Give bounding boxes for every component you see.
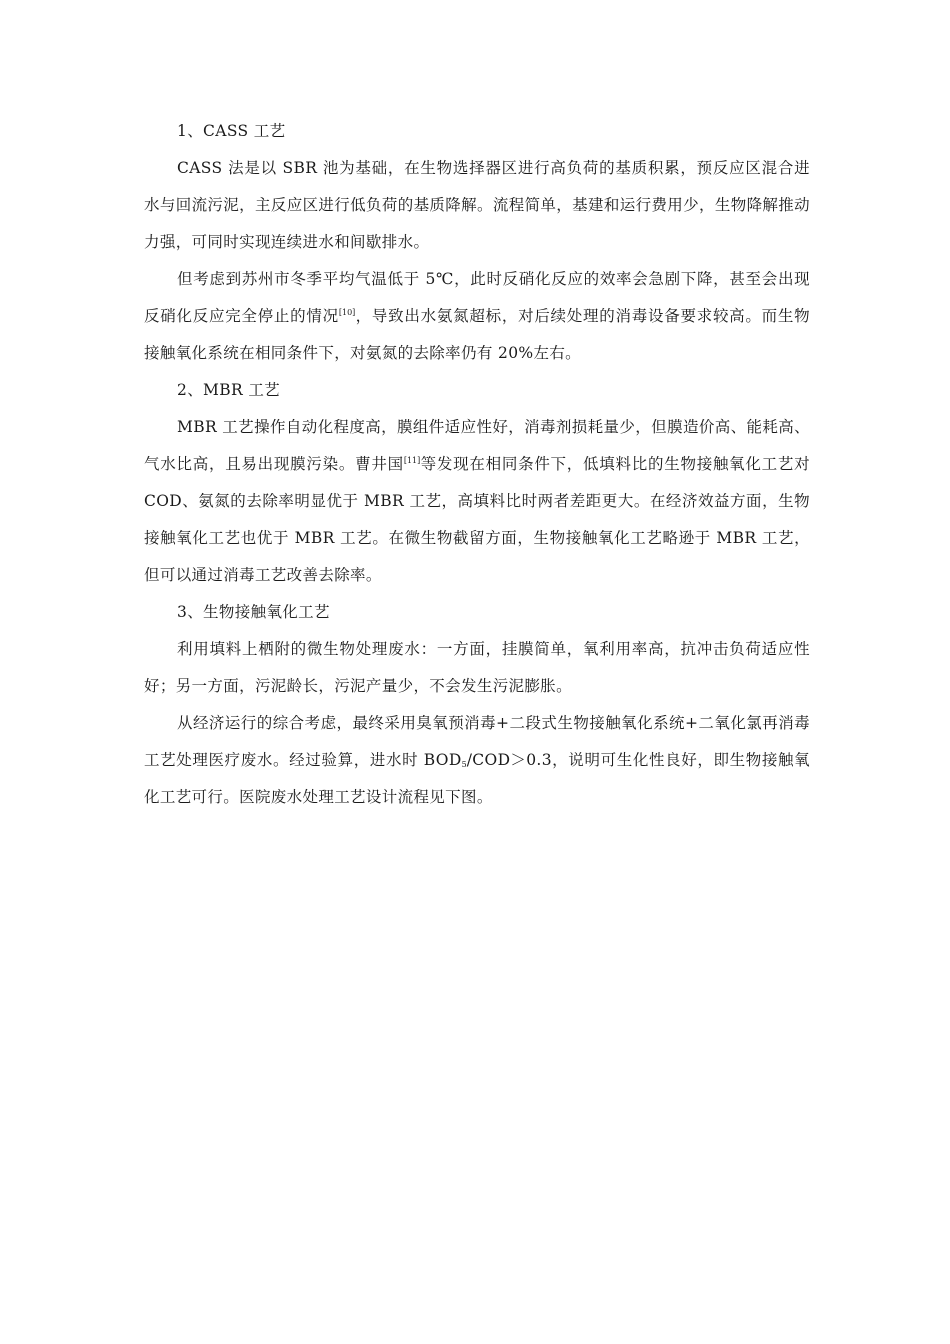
citation-ref: [10]	[338, 308, 356, 317]
section-heading-cass: 1、CASS 工艺	[177, 122, 286, 140]
section-heading-bio-contact-oxidation: 3、生物接触氧化工艺	[177, 603, 330, 621]
paragraph-bio-contact-oxidation-description: 利用填料上栖附的微生物处理废水：一方面，挂膜简单，氧利用率高，抗冲击负荷适应性好；另一方面，污泥龄长，污泥产量少，不会发生污泥膨胀。	[144, 640, 810, 695]
paragraph-mbr-description	[144, 409, 810, 594]
paragraph-text: 从经济运行的综合考虑，最终采用臭氧预消毒+二段式生物接触氧化系统+二氧化氯再消毒工艺处理医疗废水。经过验算，进水时 BOD	[144, 714, 810, 769]
paragraph-text: ，导致出水氨氮超标，对后续处理的消毒设备要求较高。而生物接触氧化系统在相同条件下，对氨氮的去除率仍有 20%左右。	[144, 307, 810, 362]
paragraph-cass-description: CASS 法是以 SBR 池为基础，在生物选择器区进行高负荷的基质积累，预反应区混合进水与回流污泥，主反应区进行低负荷的基质降解。流程简单，基建和运行费用少，生物降解推动力强，可同时实现连续进水和间歇排水。	[144, 159, 810, 251]
paragraph-text: MBR 工艺操作自动化程度高，膜组件适应性好，消毒剂损耗量少，但膜造价高、能耗高、气水比高，且易出现膜污染。曹井国	[144, 418, 810, 473]
paragraph-final-process-selection	[144, 705, 810, 816]
citation-ref: [11]	[403, 456, 421, 465]
paragraph-cass-winter-limitation	[144, 261, 810, 372]
document-body	[144, 113, 810, 816]
paragraph-text: 但考虑到苏州市冬季平均气温低于 5℃，此时反硝化反应的效率会急剧下降，甚至会出现反硝化反应完全停止的情况	[144, 270, 810, 325]
paragraph-text: 等发现在相同条件下，低填料比的生物接触氧化工艺对 COD、氨氮的去除率明显优于 MBR 工艺，高填料比时两者差距更大。在经济效益方面，生物接触氧化工艺也优于 MBR 工艺。在微生物截留方面，生物接触氧化工艺略逊于 MBR 工艺，但可以通过消毒工艺改善去除率。	[144, 455, 810, 584]
paragraph-text: /COD＞0.3，说明可生化性良好，即生物接触氧化工艺可行。医院废水处理工艺设计流程见下图。	[144, 751, 810, 806]
section-heading-mbr: 2、MBR 工艺	[177, 381, 281, 399]
subscript: 5	[461, 760, 467, 769]
